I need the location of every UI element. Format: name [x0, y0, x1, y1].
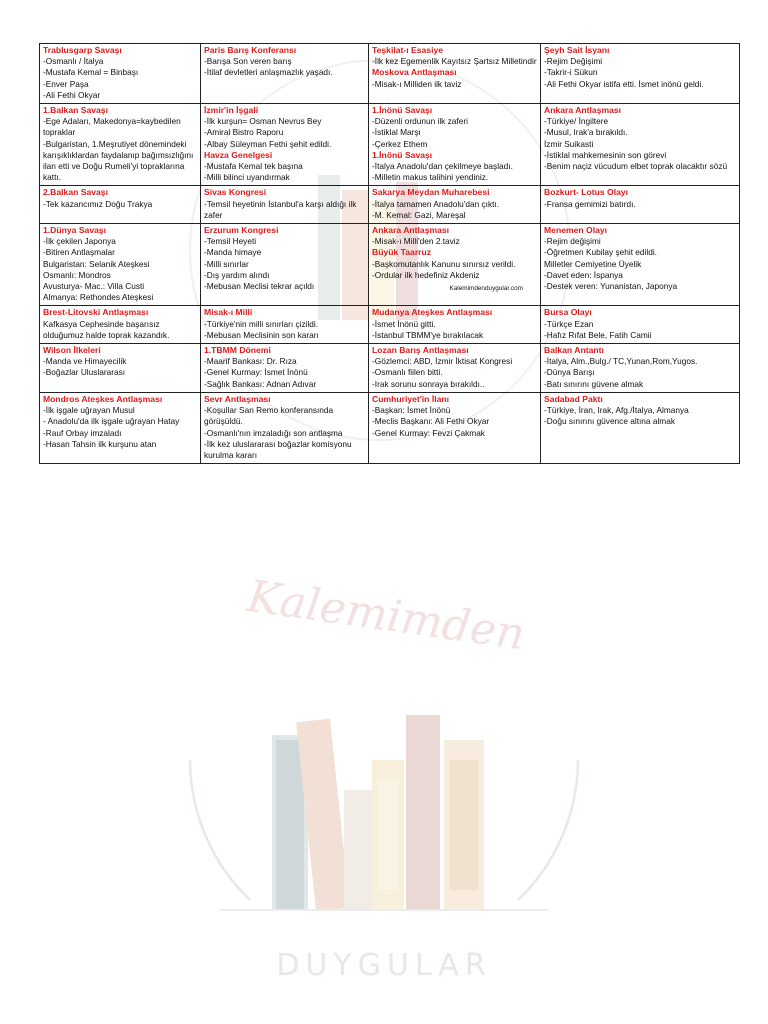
table-cell — [541, 186, 740, 224]
note-line: -Dünya Barışı — [544, 367, 595, 378]
note-line: -Osmanlı / İtalya — [43, 56, 104, 67]
note-line: -İlk kurşun= Osman Nevrus Bey — [204, 116, 322, 127]
table-row — [40, 224, 740, 306]
topic-title: Wilson İlkeleri — [43, 345, 101, 356]
note-line: -Takrir-i Sükun — [544, 67, 598, 78]
table-cell — [369, 224, 541, 306]
table-cell — [541, 392, 740, 463]
note-line: -Ali Fethi Okyar istifa etti. İsmet inönü geldi. — [544, 78, 704, 89]
table-cell — [201, 186, 369, 224]
table-cell — [40, 306, 201, 344]
note-line: -Osmanlı fiilen bitti. — [372, 367, 443, 378]
note-line: -Genel Kurmay: Fevzi Çakmak — [372, 427, 485, 438]
topic-title: Menemen Olayı — [544, 225, 608, 236]
topic-title: Moskova Antlaşması — [372, 67, 457, 78]
note-line: -Türkiye'nin milli sınırları çizildi. — [204, 318, 319, 329]
note-line: -Milli sınırlar — [204, 258, 249, 269]
source-credit: Kalemimdenduygular.com — [449, 285, 523, 293]
note-line: -İstiklal mahkemesinin son görevi — [544, 149, 667, 160]
note-line: -Albay Süleyman Fethi şehit edildi. — [204, 138, 332, 149]
topic-title: Sevr Antlaşması — [204, 393, 271, 404]
topic-title: Sivas Kongresi — [204, 187, 267, 198]
note-line: -Osmanlı'nın imzaladığı son antlaşma — [204, 427, 343, 438]
note-line: -İlk çekilen Japonya — [43, 236, 116, 247]
table-row — [40, 392, 740, 463]
note-line: -M. Kemal: Gazi, Mareşal — [372, 209, 466, 220]
note-line: Almanya: Rethondes Ateşkesi — [43, 292, 154, 303]
note-line: -Misak-ı Milli'den 2.taviz — [372, 236, 460, 247]
note-line: -Ege Adaları, Makedonya=kaybedilen topraklar — [43, 116, 181, 138]
note-line: -Enver Paşa — [43, 78, 89, 89]
table-cell — [40, 104, 201, 186]
table-cell — [40, 186, 201, 224]
topic-title: Sakarya Meydan Muharebesi — [372, 187, 490, 198]
table-cell — [369, 344, 541, 393]
topic-title: Bursa Olayı — [544, 307, 592, 318]
note-line: -Barışa Son veren barış — [204, 56, 292, 67]
topic-title: Ankara Antlaşması — [372, 225, 450, 236]
table-row — [40, 344, 740, 393]
note-line: -Genel Kurmay: İsmet İnönü — [204, 367, 308, 378]
topic-title: Brest-Litovski Antlaşması — [43, 307, 149, 318]
note-line: -Bitiren Antlaşmalar — [43, 247, 115, 258]
note-line: -Temsil Heyeti — [204, 236, 257, 247]
topic-title: 1.Balkan Savaşı — [43, 105, 108, 116]
note-line: -İtilaf devletleri anlaşmazlık yaşadı. — [204, 67, 333, 78]
note-line: -Sağlık Bankası: Adnan Adıvar — [204, 378, 317, 389]
note-line: -Manda himaye — [204, 247, 262, 258]
table-cell — [201, 224, 369, 306]
topic-title: Paris Barış Konferansı — [204, 45, 297, 55]
table-row — [40, 306, 740, 344]
note-line: -Musul, Irak'a bırakıldı. — [544, 127, 628, 138]
note-line: -Başkan: İsmet İnönü — [372, 405, 451, 416]
note-line: -Meclis Başkanı: Ali Fethi Okyar — [372, 416, 490, 427]
note-line: -Batı sınırını güvene almak — [544, 378, 644, 389]
note-line: -Maarif Bankası: Dr. Rıza — [204, 356, 297, 367]
note-line: -Düzenli ordunun ilk zaferi — [372, 116, 468, 127]
table-cell — [369, 44, 541, 104]
table-cell — [541, 306, 740, 344]
note-line: - Anadolu'da ilk işgale uğrayan Hatay — [43, 416, 180, 427]
note-line: -İlk işgale uğrayan Musul — [43, 405, 135, 416]
note-line: -Öğretmen Kubilay şehit edildi. — [544, 247, 657, 258]
watermark-sub-text: DUYGULAR — [276, 948, 492, 983]
table-cell — [369, 392, 541, 463]
topic-title: Bozkurt- Lotus Olayı — [544, 187, 629, 198]
note-line: -Mebusan Meclisinin son kararı — [204, 329, 319, 340]
note-line: -İtalya, Alm.,Bulg./ TC,Yunan,Rom,Yugos. — [544, 356, 698, 367]
topic-title: Cumhuriyet'in İlanı — [372, 393, 450, 404]
note-line: Kafkasya Cephesinde başarısız olduğumuz halde toprak kazandık. — [43, 318, 170, 340]
table-cell — [201, 392, 369, 463]
topic-title: İzmir'in İşgali — [204, 105, 259, 116]
topic-title: Büyük Taarruz — [372, 247, 432, 258]
note-line: Avusturya- Mac.: Villa Custi — [43, 281, 145, 292]
table-cell — [40, 44, 201, 104]
note-line: İzmir Suikasti — [544, 138, 594, 149]
note-line: -Ali Fethi Okyar — [43, 89, 101, 100]
topic-title: 1.İnönü Savaşı — [372, 149, 433, 160]
topic-title: Erzurum Kongresi — [204, 225, 279, 236]
note-line: -Milletin makus talihini yendiniz. — [372, 172, 489, 183]
table-cell — [201, 44, 369, 104]
note-line: -İlk kez uluslararası boğazlar komisyonu kurulma kararı — [204, 438, 352, 460]
history-notes-table — [39, 43, 740, 464]
table-cell — [541, 44, 740, 104]
note-line: -Bulgaristan, 1.Meşrutiyet dönemindeki karışıklıklardan faydalanıp bağımsızlığını ilan etti ve Doğu Rumeli'yi topraklarına kattı. — [43, 138, 194, 183]
note-line: -İstanbul TBMM'ye bırakılacak — [372, 329, 484, 340]
note-line: -Mustafa Kemal = Binbaşı — [43, 67, 139, 78]
note-line: -Amiral Bistro Raporu — [204, 127, 284, 138]
note-line: -Ordular ilk hedefiniz Akdeniz — [372, 269, 480, 280]
note-line: -Mustafa Kemal tek başına — [204, 161, 303, 172]
table-cell — [40, 224, 201, 306]
table-row — [40, 186, 740, 224]
table-cell — [541, 344, 740, 393]
note-line: -Doğu sınırını güvence altına almak — [544, 416, 675, 427]
note-line: -Irak sorunu sonraya bırakıldı.. — [372, 378, 485, 389]
note-line: -Temsil heyetinin İstanbul'a karşı aldığı ilk zafer — [204, 198, 357, 220]
note-line: -Rejim değişimi — [544, 236, 601, 247]
table-row — [40, 44, 740, 104]
note-line: -Destek veren: Yunanistan, Japonya — [544, 281, 678, 292]
note-line: -Benim naçiz vücudum elbet toprak olacaktır sözü — [544, 161, 728, 172]
note-line: -İsmet İnönü gitti. — [372, 318, 436, 329]
topic-title: Trablusgarp Savaşı — [43, 45, 122, 55]
note-line: -İtalya tamamen Anadolu'dan çıktı. — [372, 198, 500, 209]
note-line: -Misak-ı Milliden ilk taviz — [372, 78, 462, 89]
note-line: -Çerkez Ethem — [372, 138, 428, 149]
topic-title: Şeyh Sait İsyanı — [544, 45, 610, 55]
topic-title: Mudanya Ateşkes Antlaşması — [372, 307, 493, 318]
note-line: -İstiklal Marşı — [372, 127, 421, 138]
note-line: -İlk kez Egemenlik Kayıtsız Şartsız Milletindir — [372, 56, 537, 67]
table-row — [40, 104, 740, 186]
table-cell — [369, 104, 541, 186]
table-cell — [40, 392, 201, 463]
note-line: -Tek kazancımız Doğu Trakya — [43, 198, 153, 209]
note-line: -Türkiye/ İngiltere — [544, 116, 609, 127]
note-line: -Gözlemci: ABD, İzmir İktisat Kongresi — [372, 356, 513, 367]
topic-title: 1.İnönü Savaşı — [372, 105, 433, 116]
table-cell — [541, 224, 740, 306]
topic-title: Misak-ı Milli — [204, 307, 253, 318]
table-cell — [201, 344, 369, 393]
table-cell — [369, 186, 541, 224]
note-line: -Rejim Değişimi — [544, 56, 603, 67]
note-line: -Mebusan Meclisi tekrar açıldı — [204, 281, 315, 292]
note-line: -Koşullar San Remo konferansında görüşüldü. — [204, 405, 334, 427]
topic-title: Mondros Ateşkes Antlaşması — [43, 393, 163, 404]
watermark-brand-text: Kalemimden — [244, 570, 528, 661]
note-line: -Türkçe Ezan — [544, 318, 594, 329]
note-line: -Fransa gemimizi batırdı. — [544, 198, 636, 209]
topic-title: Lozan Barış Antlaşması — [372, 345, 469, 356]
table-cell — [40, 344, 201, 393]
note-line: -İtalya Anadolu'dan çekilmeye başladı. — [372, 161, 513, 172]
topic-title: Ankara Antlaşması — [544, 105, 622, 116]
table-cell — [369, 306, 541, 344]
topic-title: Balkan Antantı — [544, 345, 604, 356]
note-line: -Hafız Rıfat Bele, Fatih Camii — [544, 329, 652, 340]
note-line: -Manda ve Himayecilik — [43, 356, 127, 367]
note-line: -Boğazlar Uluslararası — [43, 367, 126, 378]
note-line: Milletler Cemiyetine Üyelik — [544, 258, 642, 269]
topic-title: Havza Genelgesi — [204, 149, 273, 160]
topic-title: 1.TBMM Dönemi — [204, 345, 271, 356]
topic-title: Sadabad Paktı — [544, 393, 603, 404]
topic-title: 1.Dünya Savaşı — [43, 225, 107, 236]
table-cell — [541, 104, 740, 186]
topic-title: 2.Balkan Savaşı — [43, 187, 108, 198]
note-line: -Türkiye, İran, Irak, Afg./İtalya, Almanya — [544, 405, 689, 416]
note-line: -Hasan Tahsin ilk kurşunu atan — [43, 438, 157, 449]
table-cell — [201, 104, 369, 186]
note-line: -Davet eden: İspanya — [544, 269, 623, 280]
note-line: -Dış yardım alındı — [204, 269, 270, 280]
note-line: Osmanlı: Mondros — [43, 269, 111, 280]
note-line: -Rauf Orbay imzaladı — [43, 427, 122, 438]
topic-title: Teşkilat-ı Esasiye — [372, 45, 444, 55]
note-line: -Milli bilinci uyandırmak — [204, 172, 290, 183]
note-line: Bulgaristan: Selanik Ateşkesi — [43, 258, 150, 269]
note-line: -Başkomutanlık Kanunu sınırsız verildi. — [372, 258, 516, 269]
table-cell — [201, 306, 369, 344]
